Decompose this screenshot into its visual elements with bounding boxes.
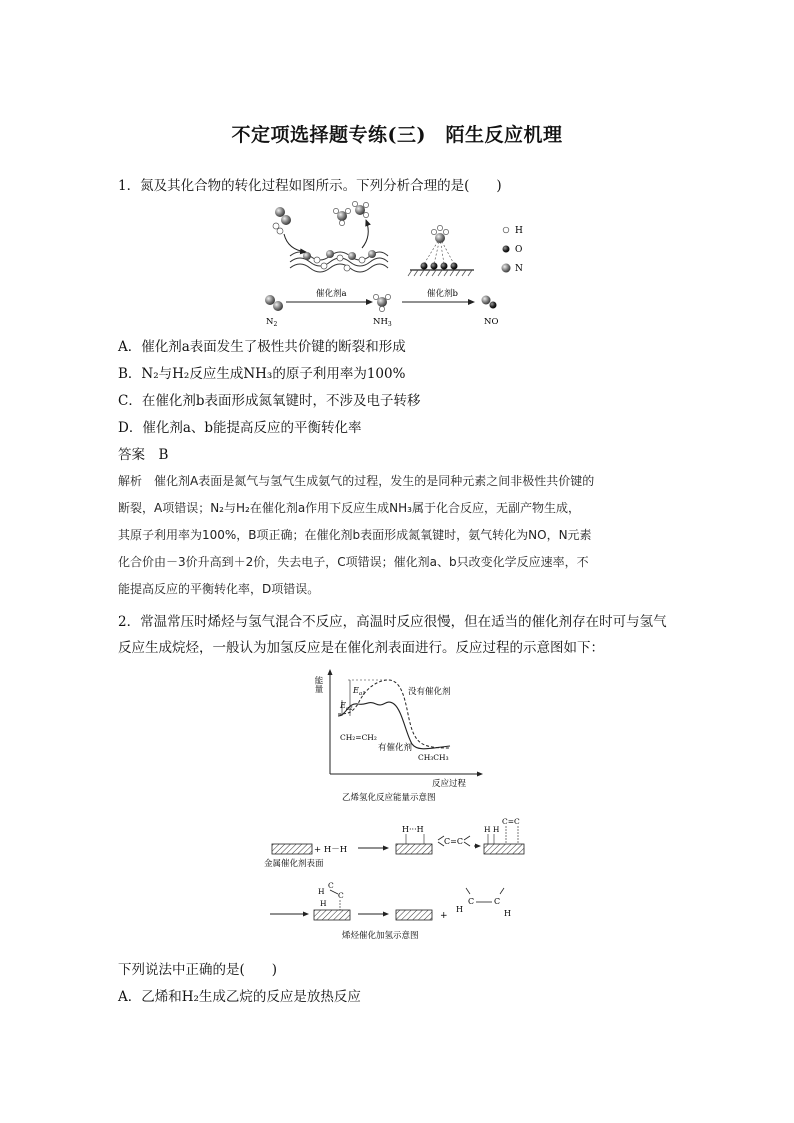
svg-text:H H: H H bbox=[484, 825, 500, 834]
legend-o-label: O bbox=[515, 245, 523, 255]
reaction-axis-label: 反应过程 bbox=[432, 779, 467, 789]
ea1-label: $E_{a1}$ bbox=[353, 686, 366, 697]
svg-text:H: H bbox=[320, 899, 327, 908]
question-1-answer: 答案 B bbox=[118, 447, 169, 463]
with-catalyst-label: 有催化剂 bbox=[378, 743, 413, 753]
svg-text:C: C bbox=[494, 897, 501, 906]
question-1-option-d: D．催化剂a、b能提高反应的平衡转化率 bbox=[118, 420, 362, 436]
svg-text:H: H bbox=[456, 905, 463, 914]
atom-legend bbox=[502, 226, 524, 274]
svg-text:H: H bbox=[504, 909, 511, 918]
svg-text:+: + bbox=[440, 911, 448, 921]
n2-label: $N_2$ bbox=[266, 317, 278, 328]
catalyst-a-label: 催化剂a bbox=[316, 289, 347, 299]
question-2-stem-line-2: 反应生成烷烃，一般认为加氢反应是在催化剂表面进行。反应过程的示意图如下： bbox=[118, 640, 604, 656]
question-2-stem-line-1: 2．常温常压时烯烃与氢气混合不反应，高温时反应很慢，但在适当的催化剂存在时可与氢气 bbox=[118, 614, 667, 630]
energy-diagram bbox=[310, 664, 490, 804]
question-2-prompt: 下列说法中正确的是( ) bbox=[118, 962, 278, 978]
energy-axis-label: 能量 bbox=[313, 676, 323, 693]
no-catalyst-label: 没有催化剂 bbox=[408, 687, 451, 697]
question-1-option-a: A．催化剂a表面发生了极性共价键的断裂和形成 bbox=[118, 339, 406, 355]
catalyst-b-surface bbox=[408, 225, 474, 276]
svg-text:H: H bbox=[318, 887, 325, 896]
question-1-option-c: C．在催化剂b表面形成氮氧键时，不涉及电子转移 bbox=[118, 393, 421, 409]
catalyst-surface bbox=[272, 844, 312, 854]
question-1-option-b: B．N₂与H₂反应生成NH₃的原子利用率为100% bbox=[118, 366, 406, 382]
question-1-stem: 1．氮及其化合物的转化过程如图所示。下列分析合理的是( ) bbox=[118, 178, 502, 194]
ethylene-label: CH₂=CH₂ bbox=[340, 733, 377, 742]
plus-h2-label: + H－H bbox=[314, 845, 348, 855]
analysis-line: 能提高反应的平衡转化率，D项错误。 bbox=[118, 582, 320, 596]
analysis-line: 断裂，A项错误；N₂与H₂在催化剂a作用下反应生成NH₃属于化合反应，无副产物生成， bbox=[118, 501, 580, 515]
surface-label: 金属催化剂表面 bbox=[264, 859, 324, 869]
svg-text:H···H: H···H bbox=[402, 825, 424, 834]
svg-text:C: C bbox=[468, 897, 475, 906]
ea2-label: $E_{a2}$ bbox=[340, 701, 353, 712]
analysis-line: 解析 催化剂A表面是氮气与氢气生成氨气的过程，发生的是同种元素之间非极性共价键的 bbox=[118, 474, 595, 488]
page-title: 不定项选择题专练(三) 陌生反应机理 bbox=[231, 124, 563, 146]
ethane-label: CH₃CH₃ bbox=[418, 753, 449, 762]
mechanism-caption: 烯烃催化加氢示意图 bbox=[342, 931, 419, 941]
legend-n-label: N bbox=[515, 264, 523, 274]
nh3-label: $NH_3$ bbox=[373, 317, 392, 328]
no-label: NO bbox=[484, 317, 499, 327]
svg-text:C: C bbox=[338, 891, 344, 900]
analysis-line: 化合价由－3价升高到＋2价，失去电子，C项错误；催化剂a、b只改变化学反应速率，不 bbox=[118, 555, 589, 569]
hydrogenation-mechanism-figure bbox=[262, 810, 542, 942]
legend-h-label: H bbox=[515, 226, 523, 236]
question-2-option-a: A．乙烯和H₂生成乙烷的反应是放热反应 bbox=[118, 989, 361, 1005]
svg-text:C: C bbox=[328, 881, 334, 890]
catalyst-b-label: 催化剂b bbox=[427, 289, 458, 299]
analysis-line: 其原子利用率为100%，B项正确；在催化剂b表面形成氮氧键时，氨气转化为NO，N元素 bbox=[118, 528, 592, 542]
svg-text:C=C: C=C bbox=[444, 837, 463, 846]
energy-diagram-caption: 乙烯氢化反应能量示意图 bbox=[342, 793, 436, 803]
nitrogen-conversion-figure bbox=[262, 198, 542, 328]
svg-text:C=C: C=C bbox=[502, 817, 520, 826]
catalyst-a-surface bbox=[290, 250, 388, 272]
